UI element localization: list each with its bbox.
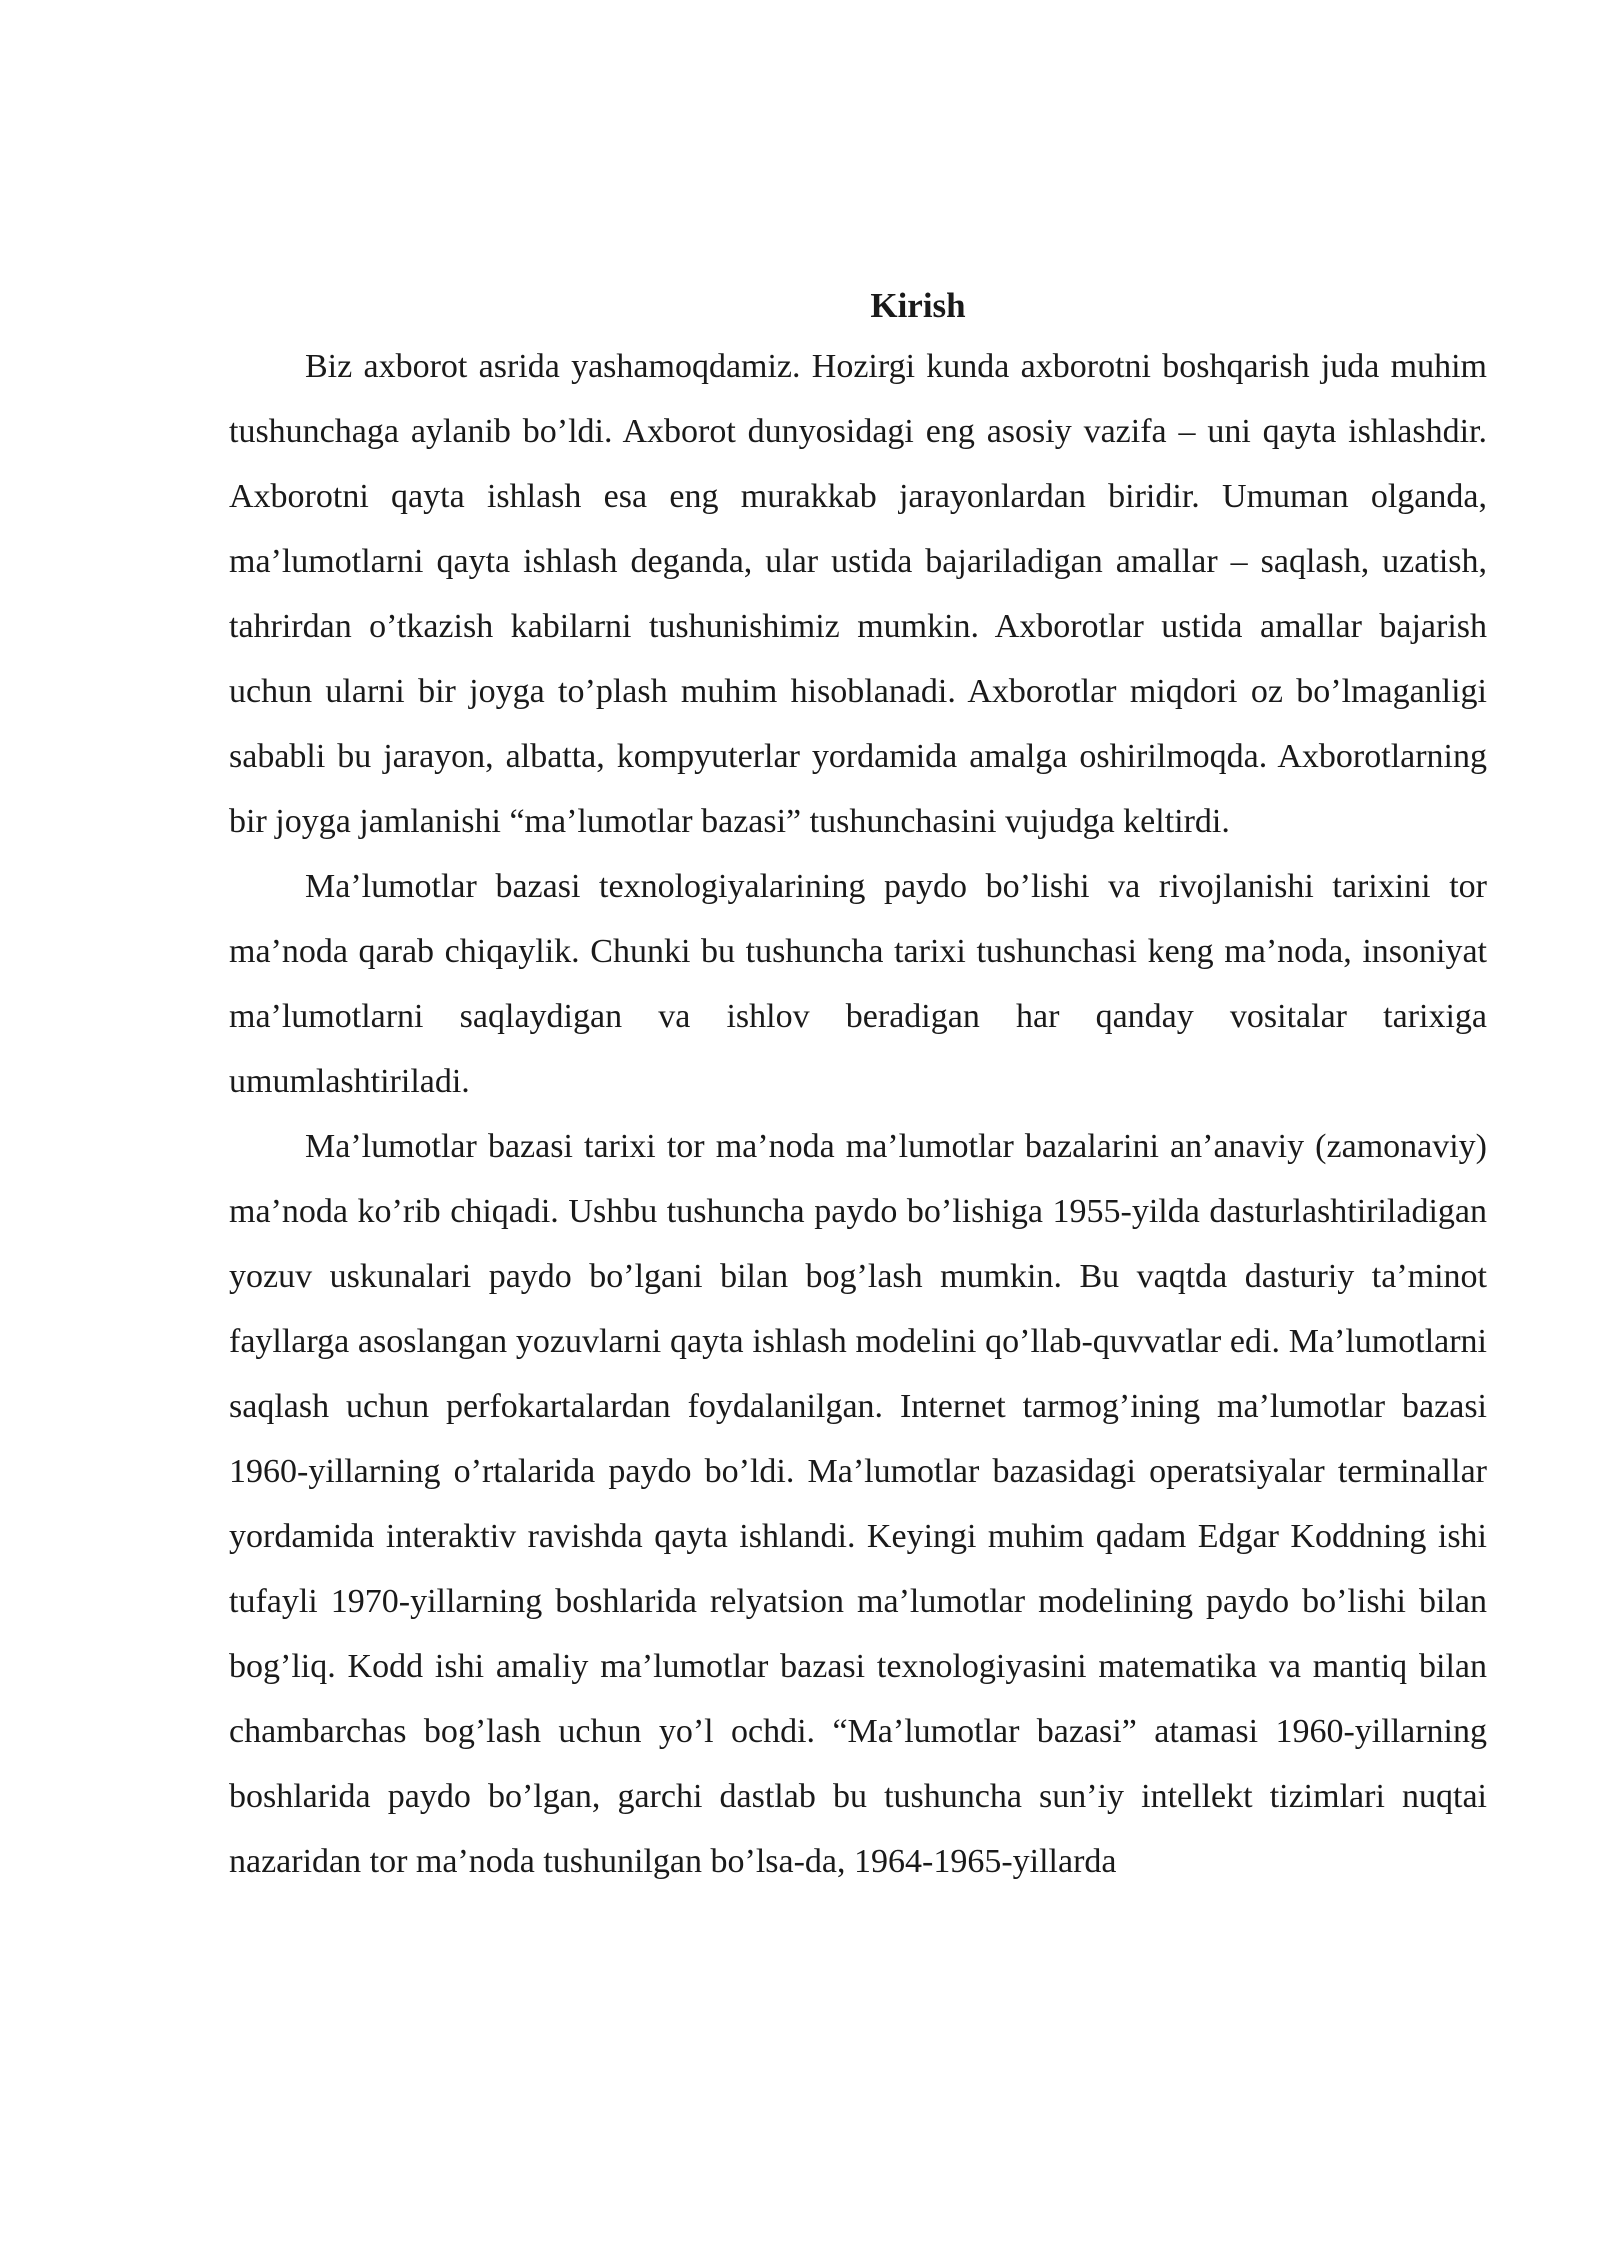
paragraph-1: Biz axborot asrida yashamoqdamiz. Hozirgi kunda axborotni boshqarish juda muhim tushunchaga aylanib bo’ldi. Axborot dunyosidagi eng asosiy vazifa – uni qayta ishlashdir. Axborotni qayta ishlash esa eng murakkab jarayonlardan biridir. Umuman olganda, ma’lumotlarni qayta ishlash deganda, ular ustida bajariladigan amallar – saqlash, uzatish, tahrirdan o’tkazish kabilarni tushunishimiz mumkin. Axborotlar ustida amallar bajarish uchun ularni bir joyga to’plash muhim hisoblanadi. Axborotlar miqdori oz bo’lmaganligi sababli bu jarayon, albatta, kompyuterlar yordamida amalga oshirilmoqda. Axborotlarning bir joyga jamlanishi “ma’lumotlar bazasi” tushunchasini vujudga keltirdi. <box>229 348 1487 840</box>
page-title: Kirish <box>870 286 966 325</box>
paragraph-3: Ma’lumotlar bazasi tarixi tor ma’noda ma’lumotlar bazalarini an’anaviy (zamonaviy) ma’noda ko’rib chiqadi. Ushbu tushuncha paydo bo’lishiga 1955-yilda dasturlashtiriladigan yozuv uskunalari paydo bo’lgani bilan bog’lash mumkin. Bu vaqtda dasturiy ta’minot fayllarga asoslangan yozuvlarni qayta ishlash modelini qo’llab-quvvatlar edi. Ma’lumotlarni saqlash uchun perfokartalardan foydalanilgan. Internet tarmog’ining ma’lumotlar bazasi 1960-yillarning o’rtalarida paydo bo’ldi. Ma’lumotlar bazasidagi operatsiyalar terminallar yordamida interaktiv ravishda qayta ishlandi. Keyingi muhim qadam Edgar Koddning ishi tufayli 1970-yillarning boshlarida relyatsion ma’lumotlar modelining paydo bo’lishi bilan bog’liq. Kodd ishi amaliy ma’lumotlar bazasi texnologiyasini matematika va mantiq bilan chambarchas bog’lash uchun yo’l ochdi. “Ma’lumotlar bazasi” atamasi 1960-yillarning boshlarida paydo bo’lgan, garchi dastlab bu tushuncha sun’iy intellekt tizimlari nuqtai nazaridan tor ma’noda tushunilgan bo’lsa-da, 1964-1965-yillarda <box>229 1128 1487 1880</box>
paragraph-2: Ma’lumotlar bazasi texnologiyalarining paydo bo’lishi va rivojlanishi tarixini tor ma’noda qarab chiqaylik. Chunki bu tushuncha tarixi tushunchasi keng ma’noda, insoniyat ma’lumotlarni saqlaydigan va ishlov beradigan har qanday vositalar tarixiga umumlashtiriladi. <box>229 868 1487 1100</box>
document-body <box>229 278 1487 1894</box>
